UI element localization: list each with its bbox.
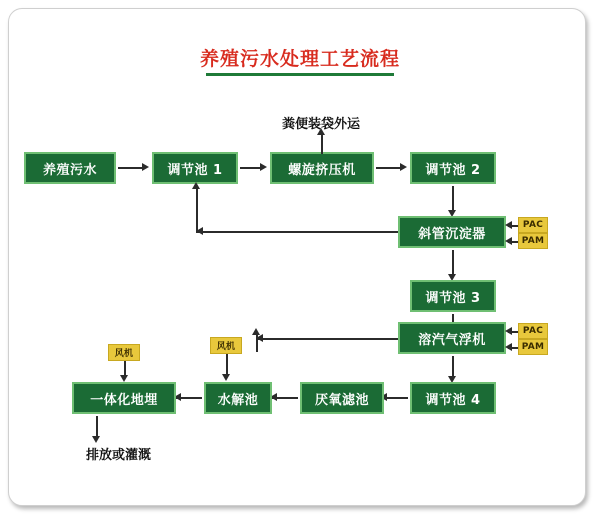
node-regulating-tank-4[interactable]: 调节池 4 [410,382,496,414]
connector-n7-n10-vertical [256,332,258,352]
tag-blower-buried-unit[interactable]: 风机 [108,344,140,361]
arrowhead-n11-outlet [92,436,100,443]
arrowhead-n7-n10-up [252,328,260,335]
arrowhead-n3-n4 [400,163,407,171]
page-title: 养殖污水处理工艺流程 [199,48,400,70]
diagram-frame [8,8,586,506]
node-integrated-buried-unit[interactable]: 一体化地埋 [72,382,176,414]
connector-n5-n2-horizontal [196,231,398,233]
connector-n7-n10-horizontal [256,338,398,340]
tag-pac-daf[interactable]: PAC [518,323,548,339]
connector-n5-n6 [452,250,454,276]
node-raw-sewage[interactable]: 养殖污水 [24,152,116,184]
connector-n4-n5 [452,186,454,212]
arrowhead-n2-n3 [260,163,267,171]
node-regulating-tank-3[interactable]: 调节池 3 [410,280,496,312]
node-regulating-tank-2[interactable]: 调节池 2 [410,152,496,184]
tag-blower-hydrolysis[interactable]: 风机 [210,337,242,354]
arrowhead-settler-pac [505,221,512,229]
connector-n3-n4 [376,167,402,169]
connector-n7-n8 [452,356,454,378]
node-dissolved-air-flotation[interactable]: 溶汽气浮机 [398,322,506,354]
connector-n11-outlet [96,416,98,438]
connector-n5-n2-vertical [196,186,198,232]
node-regulating-tank-1[interactable]: 调节池 1 [152,152,238,184]
tag-pam-daf[interactable]: PAM [518,339,548,355]
arrowhead-daf-pam [505,343,512,351]
node-anaerobic-filter[interactable]: 厌氧滤池 [300,382,384,414]
title-underline [206,73,394,76]
arrowhead-blower-n11 [120,375,128,382]
label-discharge-or-irrigation: 排放或灌溉 [86,448,152,463]
arrowhead-settler-pam [505,237,512,245]
node-hydrolysis-tank[interactable]: 水解池 [204,382,272,414]
connector-n3-manure [321,134,323,154]
connector-blower-n10 [226,354,228,376]
arrowhead-blower-n10 [222,374,230,381]
connector-n2-n3 [240,167,262,169]
arrowhead-n5-n2-up [192,182,200,189]
arrowhead-daf-pac [505,327,512,335]
connector-n1-n2 [118,167,144,169]
node-inclined-tube-settler[interactable]: 斜管沉淀器 [398,216,506,248]
tag-pac-settler[interactable]: PAC [518,217,548,233]
arrowhead-n1-n2 [142,163,149,171]
label-manure-bagging: 粪便装袋外运 [282,117,361,132]
tag-pam-settler[interactable]: PAM [518,233,548,249]
node-screw-press[interactable]: 螺旋挤压机 [270,152,374,184]
